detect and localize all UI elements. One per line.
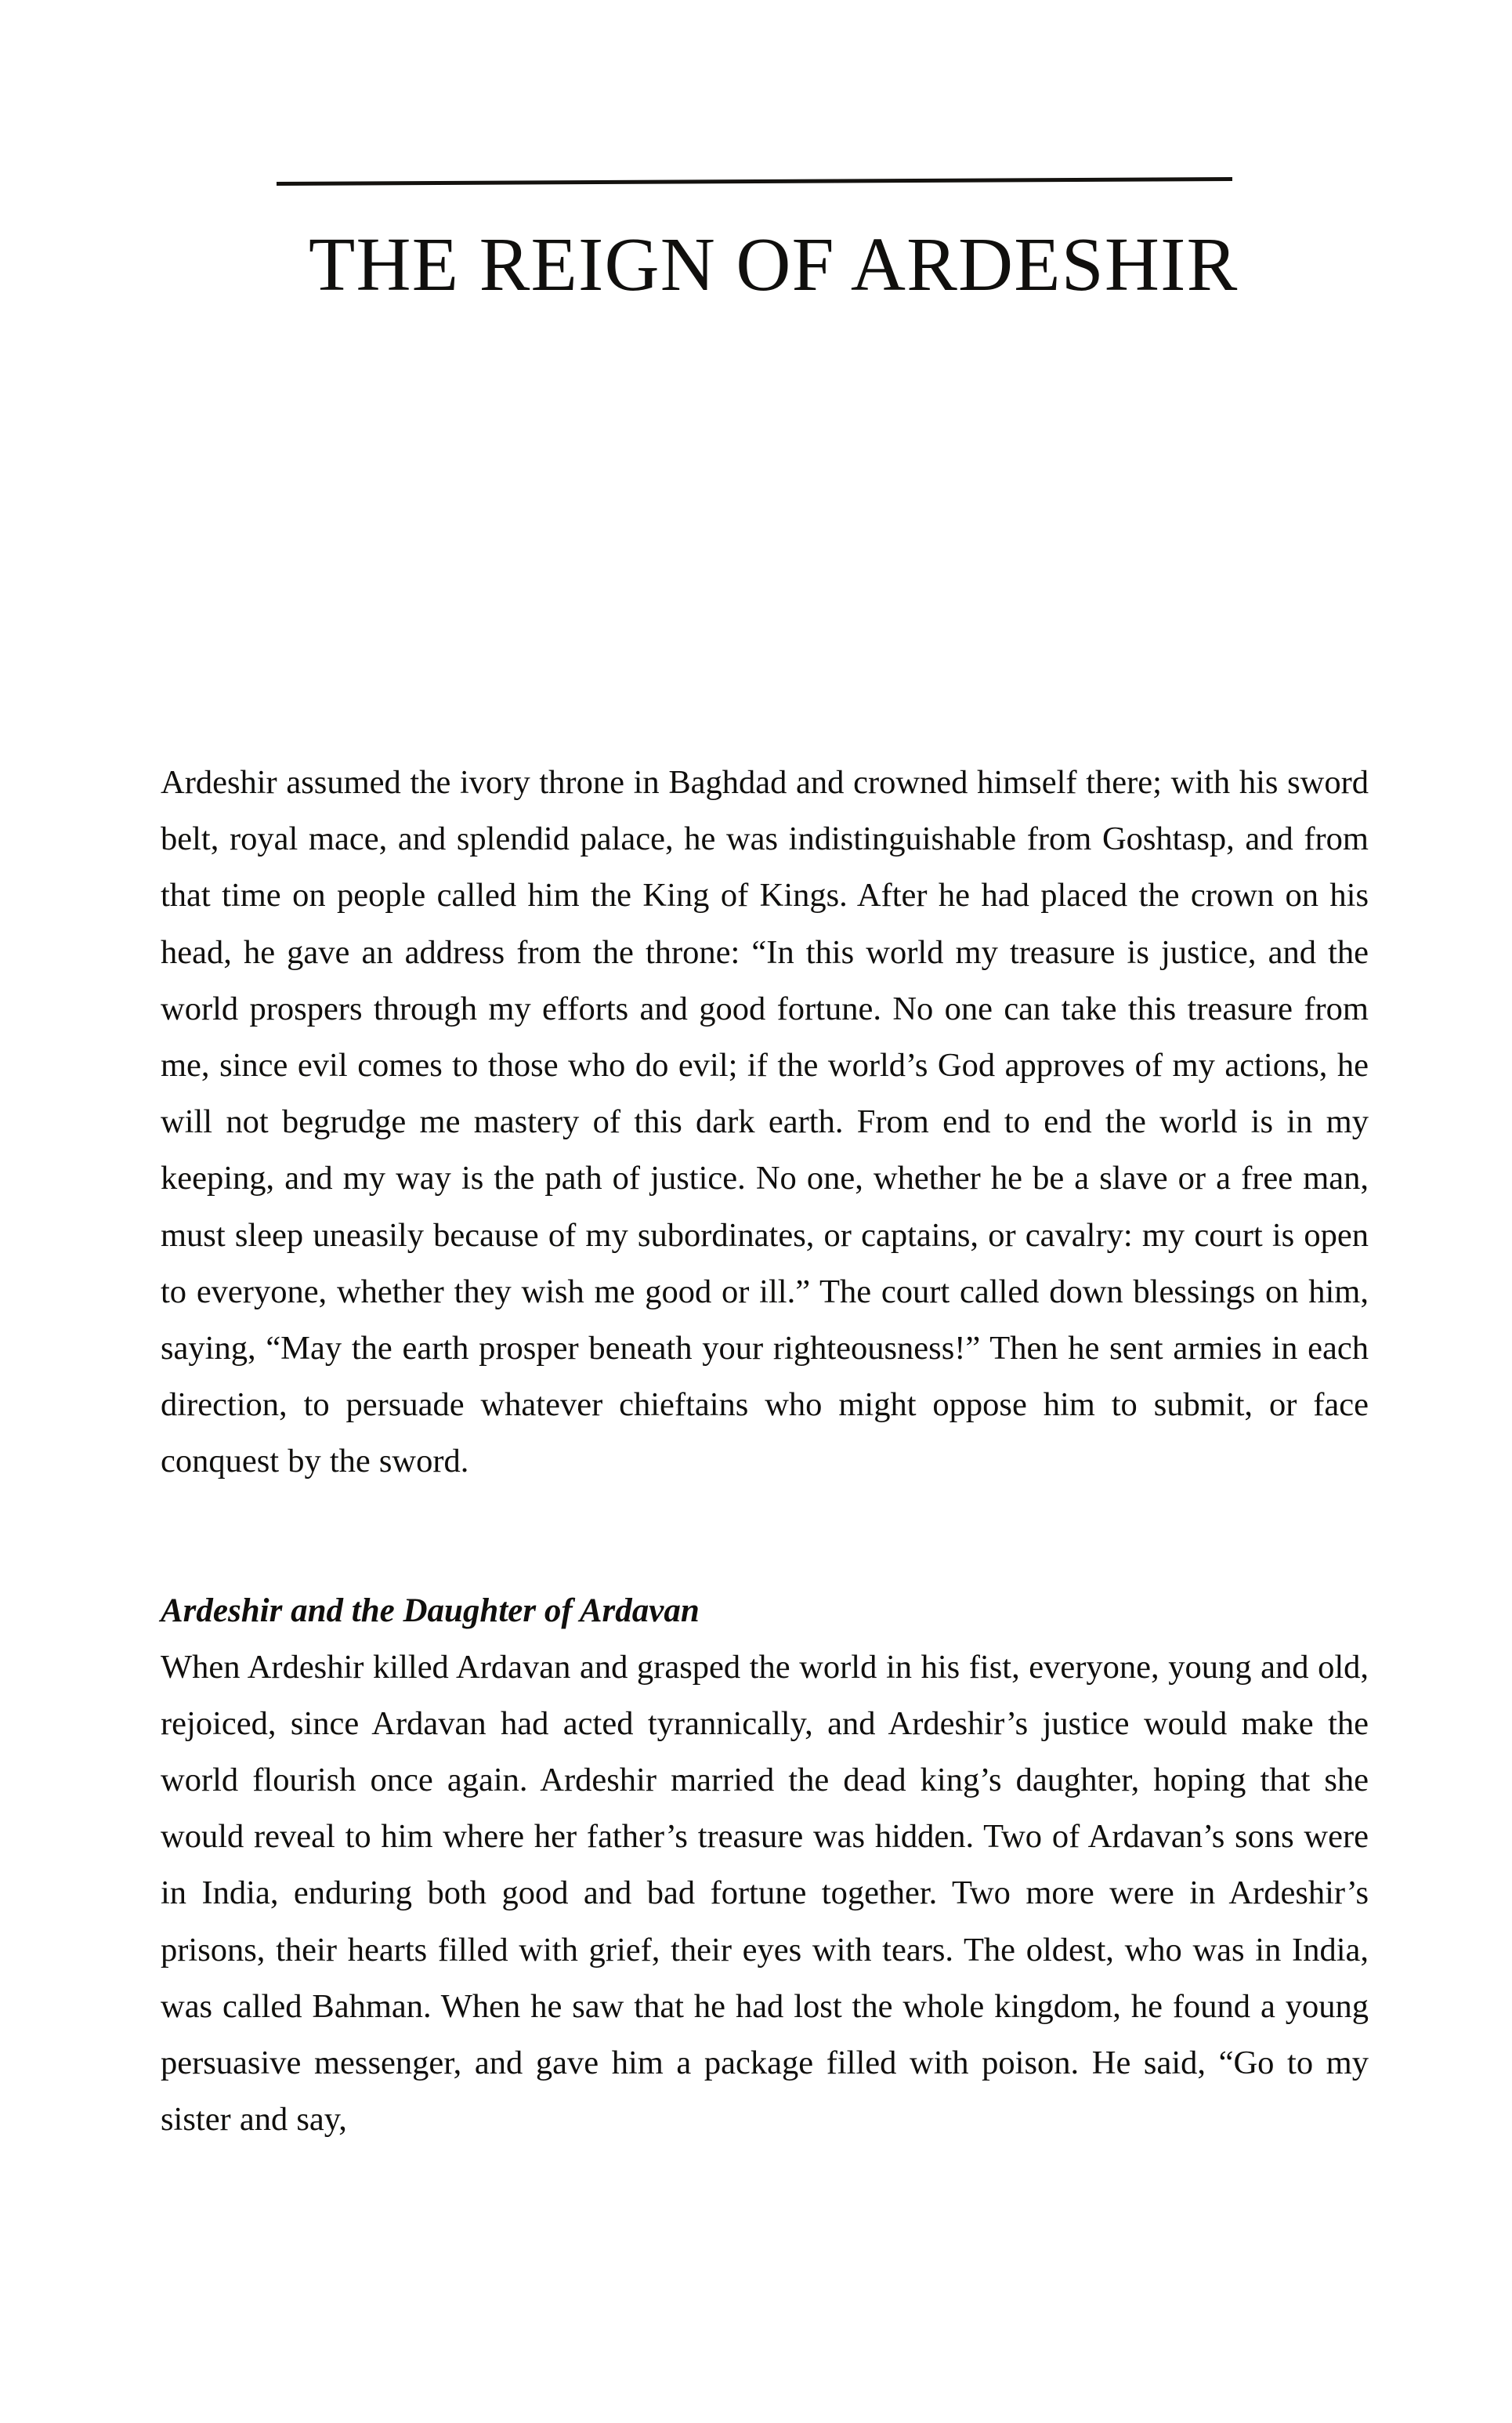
section-heading: Ardeshir and the Daughter of Ardavan: [161, 1592, 700, 1629]
chapter-rule-divider: [277, 177, 1232, 186]
paragraph-1: Ardeshir assumed the ivory throne in Baghdad and crowned himself there; with his sword belt, royal mace, and splendid palace, he was indistinguishable from Goshtasp, and from that time on people called him the King of Kings. After he had placed the crown on his head, he gave an address from the throne: “In this world my treasure is justice, and the world prospers through my efforts and good fortune. No one can take this treasure from me, since evil comes to those who do evil; if the world’s God approves of my actions, he will not begrudge me mastery of this dark earth. From end to end the world is in my keeping, and my way is the path of justice. No one, whether he be a slave or a free man, must sleep uneasily because of my subordinates, or captains, or cavalry: my court is open to everyone, whether they wish me good or ill.” The court called down blessings on him, saying, “May the earth prosper beneath your righteousness!” Then he sent armies in each direction, to persuade whatever chieftains who might oppose him to submit, or face conquest by the sword.: [161, 764, 1369, 1480]
section-spacer: [161, 1490, 1369, 1583]
paragraph-2: When Ardeshir killed Ardavan and grasped the world in his fist, everyone, young and old, rejoiced, since Ardavan had acted tyrannically, and Ardeshir’s justice would make the world flourish once again. Ardeshir married the dead king’s daughter, hoping that she would reveal to him where her father’s treasure was hidden. Two of Ardavan’s sons were in India, enduring both good and bad fortune together. Two more were in Ardeshir’s prisons, their hearts filled with grief, their eyes with tears. The oldest, who was in India, was called Bahman. When he saw that he had lost the whole kingdom, he found a young persuasive messenger, and gave him a package filled with poison. He said, “Go to my sister and say,: [161, 1648, 1369, 2139]
body-text-block: [161, 755, 1369, 2148]
page-title: THE REIGN OF ARDESHIR: [309, 223, 1239, 306]
chapter-header: [276, 182, 1239, 306]
